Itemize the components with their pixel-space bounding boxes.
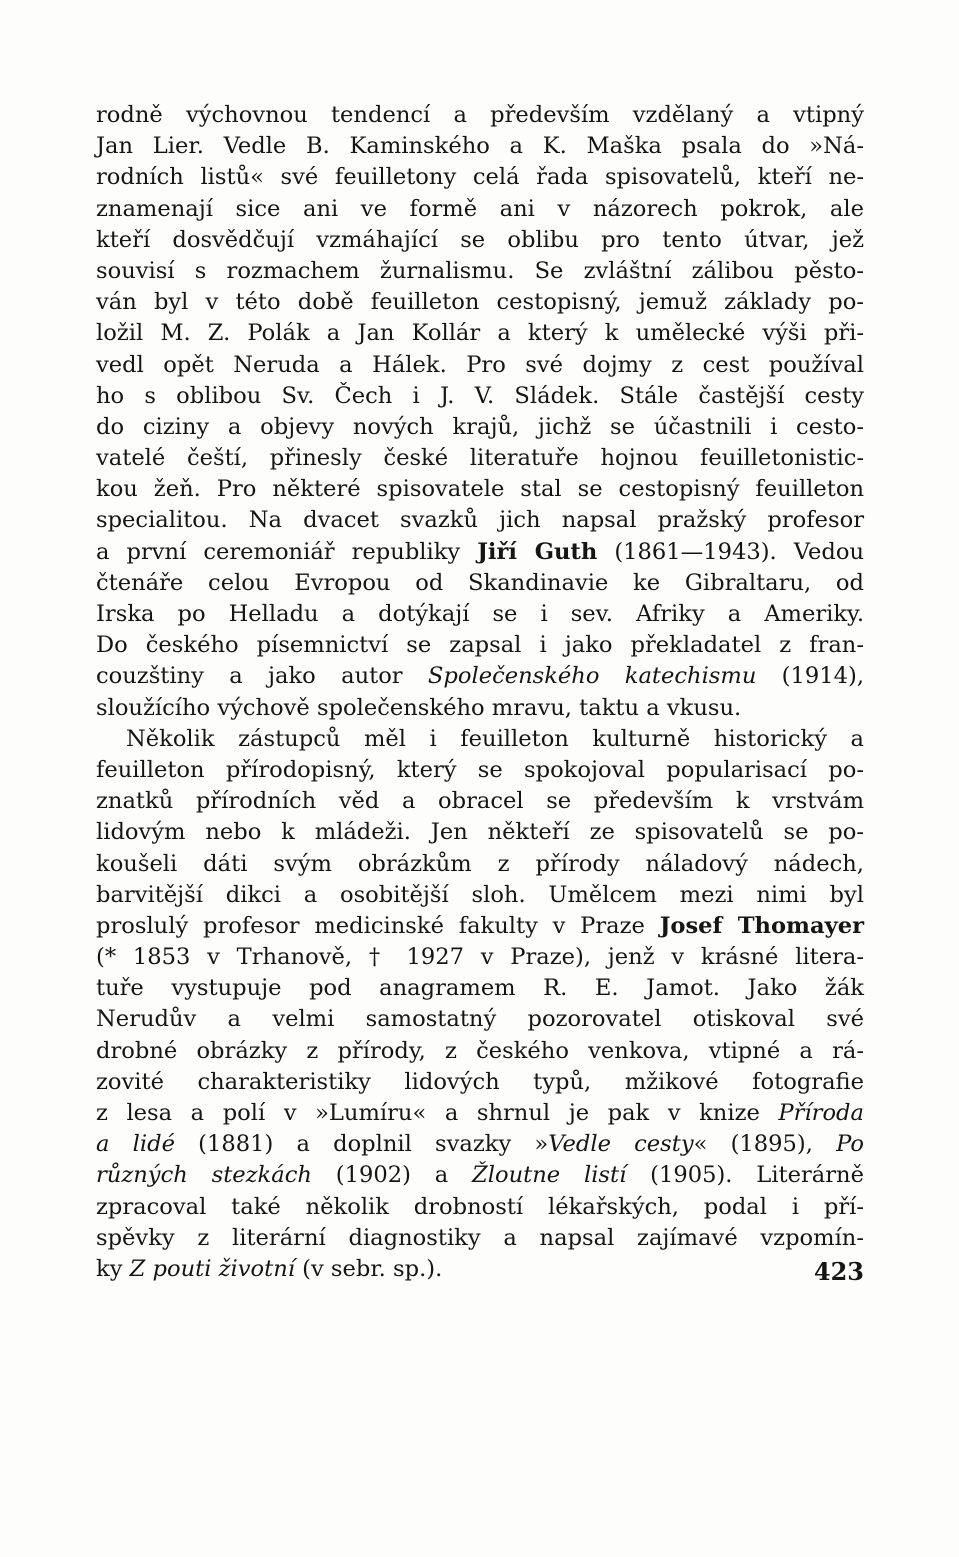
text-line (96, 755, 864, 786)
text-segment: tuře vystupuje pod anagramem R. E. Jamot. Jako žák (96, 975, 864, 1002)
italic-title: Z pouti životní (129, 1255, 295, 1282)
text-segment: ky (96, 1255, 130, 1282)
text-line (96, 537, 864, 568)
text-line (96, 661, 864, 692)
text-segment: kteří dosvědčují vzmáhající se oblibu pro tento útvar, jež (96, 226, 864, 253)
text-segment: ho s oblibou Sv. Čech i J. V. Sládek. Stále častější cesty (96, 382, 864, 409)
italic-title: různých stezkách (96, 1162, 312, 1189)
text-segment: souvisí s rozmachem žurnalismu. Se zvláštní zálibou pěsto- (96, 257, 864, 284)
bold-name: Jiří Guth (477, 538, 598, 565)
text-segment: z lesa a polí v »Lumíru« a shrnul je pak v knize (96, 1100, 779, 1126)
text-segment: « (1895), (693, 1131, 837, 1158)
text-line (96, 474, 864, 505)
text-segment: drobné obrázky z přírody, z českého venkova, vtipné a rá- (96, 1037, 864, 1064)
text-segment: feuilleton přírodopisný, který se spokojoval popularisací po- (96, 756, 864, 783)
text-segment: (1902) a (311, 1162, 473, 1189)
text-segment: (v sebr. sp.). (294, 1255, 443, 1282)
text-line (96, 131, 864, 162)
text-line (96, 973, 864, 1004)
text-segment: rodně výchovnou tendencí a především vzdělaný a vtipný (96, 102, 864, 128)
text-segment: Několik zástupců měl i feuilleton kulturně historický a (126, 725, 864, 752)
text-line (96, 568, 864, 599)
text-segment: (1914), (756, 663, 864, 690)
text-line (96, 225, 864, 256)
text-segment: Irska po Helladu a dotýkají se i sev. Afriky a Ameriky. (96, 601, 864, 627)
italic-title: Příroda (778, 1100, 864, 1126)
text-line (96, 256, 864, 287)
body-text (96, 100, 864, 1285)
text-segment: vatelé čeští, přinesly české literatuře hojnou feuilletonistic- (96, 445, 864, 472)
text-segment: Do českého písemnictví se zapsal i jako překladatel z fran- (96, 632, 864, 659)
text-line (96, 162, 864, 193)
text-line (96, 1036, 864, 1067)
text-line (96, 443, 864, 474)
text-line (96, 287, 864, 318)
text-line (96, 1160, 864, 1191)
italic-title: Vedle cesty (548, 1131, 694, 1158)
text-segment: znamenají sice ani ve formě ani v názorech pokrok, ale (96, 195, 864, 222)
text-segment: Nerudův a velmi samostatný pozorovatel otiskoval své (96, 1006, 864, 1033)
text-segment: lidovým nebo k mládeži. Jen někteří ze spisovatelů se po- (96, 819, 864, 846)
text-line (96, 817, 864, 848)
text-segment: specialitou. Na dvacet svazků jich napsal pražský profesor (96, 507, 864, 534)
text-line (96, 100, 864, 131)
text-segment: proslulý profesor medicinské fakulty v Praze (96, 912, 660, 939)
text-line (96, 911, 864, 942)
text-line (96, 1067, 864, 1098)
text-segment: do ciziny a objevy nových krajů, jichž se účastnili i cesto- (96, 413, 864, 440)
text-line (96, 880, 864, 911)
text-segment: spěvky z literární diagnostiky a napsal zajímavé vzpomín- (96, 1224, 864, 1251)
italic-title: Po (836, 1131, 864, 1158)
italic-title: Společenského katechismu (427, 663, 757, 690)
text-line (96, 1129, 864, 1160)
text-line (96, 412, 864, 443)
text-line (96, 381, 864, 412)
text-line (96, 194, 864, 225)
text-segment: (* 1853 v Trhanově, † 1927 v Praze), jenž v krásné litera- (96, 944, 864, 971)
text-line (96, 693, 864, 724)
text-line (96, 1192, 864, 1223)
text-segment: a první ceremoniář republiky (96, 538, 478, 565)
text-line (96, 724, 864, 755)
text-line (96, 1223, 864, 1254)
text-segment: zovité charakteristiky lidových typů, mžikové fotografie (96, 1068, 864, 1095)
text-segment: Jan Lier. Vedle B. Kaminského a K. Maška psala do »Ná- (96, 133, 864, 160)
text-line (96, 849, 864, 880)
text-segment: couzštiny a jako autor (96, 663, 428, 690)
text-segment: ložil M. Z. Polák a Jan Kollár a který k umělecké výši při- (96, 320, 864, 347)
text-segment: vedl opět Neruda a Hálek. Pro své dojmy z cest používal (96, 351, 864, 378)
text-line (96, 786, 864, 817)
text-line (96, 505, 864, 536)
text-segment: rodních listů« své feuilletony celá řada spisovatelů, kteří ne- (96, 164, 864, 191)
text-segment: kou žeň. Pro některé spisovatele stal se cestopisný feuilleton (96, 476, 864, 503)
text-line (96, 350, 864, 381)
bold-name: Josef Thomayer (659, 912, 864, 939)
italic-title: Žloutne listí (472, 1162, 627, 1189)
text-segment: znatků přírodních věd a obracel se především k vrstvám (96, 788, 864, 815)
text-segment: (1881) a doplnil svazky » (174, 1131, 549, 1158)
text-segment: sloužícího výchově společenského mravu, taktu a vkusu. (96, 694, 742, 721)
text-line (96, 1004, 864, 1035)
text-line (96, 599, 864, 630)
text-segment: čtenáře celou Evropou od Skandinavie ke Gibraltaru, od (96, 569, 864, 596)
text-segment: (1861—1943). Vedou (597, 538, 864, 565)
text-segment: barvitější dikci a osobitější sloh. Umělcem mezi nimi byl (96, 881, 864, 908)
text-segment: zpracoval také několik drobností lékařských, podal i pří- (96, 1193, 864, 1220)
text-line (96, 1098, 864, 1129)
text-segment: koušeli dáti svým obrázkům z přírody náladový nádech, (96, 850, 864, 877)
page-number: 423 (813, 1257, 864, 1286)
text-line (96, 942, 864, 973)
text-segment: (1905). Literárně (626, 1162, 864, 1189)
text-line (96, 1254, 864, 1285)
text-line (96, 630, 864, 661)
text-segment: ván byl v této době feuilleton cestopisný, jemuž základy po- (96, 289, 864, 316)
text-line (96, 318, 864, 349)
italic-title: a lidé (96, 1131, 175, 1158)
